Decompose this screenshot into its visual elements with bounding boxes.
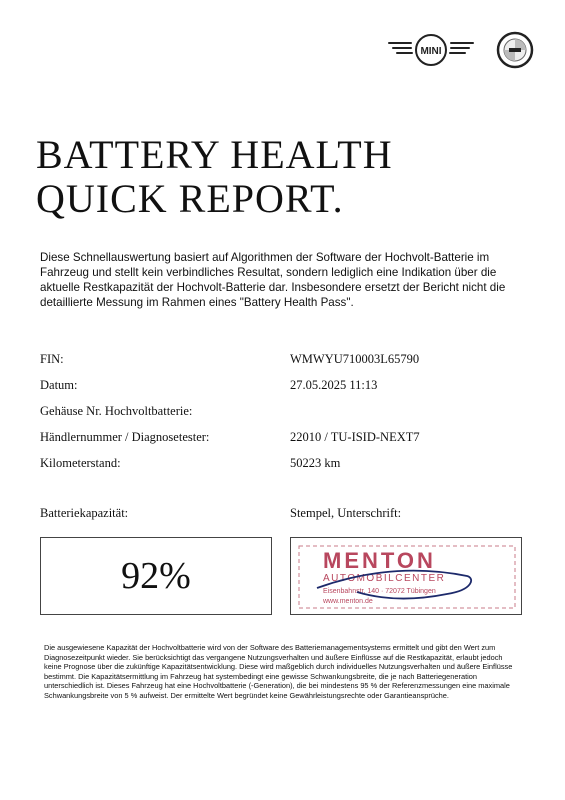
title-line-2: QUICK REPORT. [36,176,344,221]
field-label: Kilometerstand: [40,456,121,470]
field-row-fin [40,352,520,378]
capacity-value: 92% [121,555,191,597]
bmw-i-logo-icon [495,30,535,70]
report-title [36,133,393,221]
field-label: Gehäuse Nr. Hochvoltbatterie: [40,404,193,418]
field-row-haendler [40,430,520,456]
svg-text:MINI: MINI [420,46,442,57]
title-line-1: BATTERY HEALTH [36,132,393,177]
stamp-subtitle: AUTOMOBILCENTER [323,573,446,584]
stamp-address: Eisenbahnstr. 140 · 72072 Tübingen [323,588,436,595]
stamp-company: MENTON [323,548,436,573]
stamp-box [290,537,522,615]
stamp-label: Stempel, Unterschrift: [290,506,402,520]
field-label: Händlernummer / Diagnosetester: [40,430,210,444]
field-row-datum [40,378,520,404]
field-label: FIN: [40,352,64,366]
mini-logo-icon [387,32,475,68]
report-fields [40,352,520,482]
field-value: WMWYU710003L65790 [290,352,420,366]
dealer-stamp [297,544,517,610]
capacity-label: Batteriekapazität: [40,506,129,520]
field-label: Datum: [40,378,78,392]
intro-paragraph: Diese Schnellauswertung basiert auf Algorithmen der Software der Hochvolt-Batterie im Fahrzeug und stellt kein verbindliches Resultat, sondern lediglich eine Indikation über die aktuelle Restkapazität der Hochvolt-Batterie dar. Insbesondere ersetzt der Bericht nicht die detaillierte Messung im Rahmen eines "Battery Health Pass". [40,251,506,309]
capacity-box [40,537,272,615]
stamp-web: www.menton.de [323,598,373,605]
field-row-kilometer [40,456,520,482]
brand-logos [387,30,535,70]
field-value: 22010 / TU-ISID-NEXT7 [290,430,420,444]
disclaimer: Die ausgewiesene Kapazität der Hochvoltbatterie wird von der Software des Batteriemanagementsystems ermittelt und gibt den Wert zum Diagnosezeitpunkt wieder. Sie berücksichtigt das vergangene Nutzungsverhalten und äußere Einflüsse auf die Restkapazität, erlaubt jedoch keine Prognose über die zukünftige Kapazitätsentwicklung. Diese wird maßgeblich durch individuelles Nutzungsverhalten und äußere Einflüsse bestimmt. Die Kapazitätsermittlung im Fahrzeug hat systembedingt eine gewisse Schwankungsbreite, die je nach Batteriegeneration unterschiedlich ist. Dieses Fahrzeug hat eine Hochvoltbatterie (-Generation), die bei mindestens 95 % der Referenzmessungen eine maximale Schwankungsbreite von 5 % aufweist. Der ermittelte Wert begründet keine Gewährleistungsrechte oder Garantieansprüche. [44,643,513,700]
field-value: 27.05.2025 11:13 [290,378,378,392]
field-value: 50223 km [290,456,341,470]
field-row-gehaeuse [40,404,520,430]
